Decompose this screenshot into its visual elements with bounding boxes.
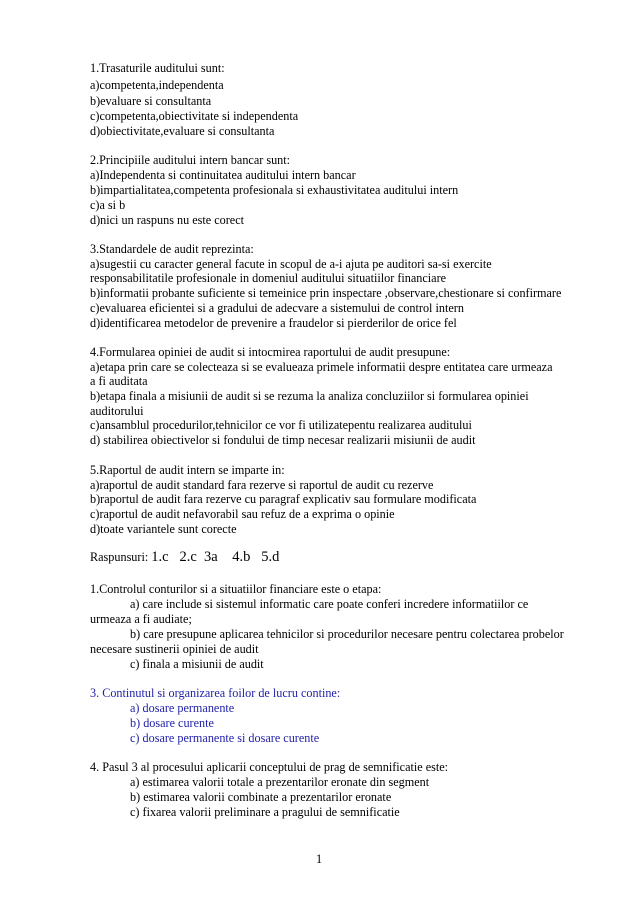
section2-question-4-option-a: a) estimarea valorii totale a prezentarilor eronate din segment [130,775,430,789]
section2-question-1-option-c: c) finala a misiunii de audit [130,657,264,671]
section2-question-1-option-a: a) care include si sistemul informatic care poate conferi incredere informatiilor ce [130,597,529,611]
question-5-option-d: d)toate variantele sunt corecte [90,522,237,536]
section2-question-3-title: 3. Continutul si organizarea foilor de lucru contine: [90,686,341,700]
question-1-title: 1.Trasaturile auditului sunt: [90,61,225,75]
section2-question-3-option-a: a) dosare permanente [130,701,235,715]
question-3-title: 3.Standardele de audit reprezinta: [90,242,254,256]
section2-question-1-option-b: b) care presupune aplicarea tehnicilor si procedurilor necesare pentru colectarea probelor [130,627,564,641]
section2-question-3-option-c: c) dosare permanente si dosare curente [130,731,320,745]
question-3-option-c: c)evaluarea eficientei si a gradului de adecvare a sistemului de control intern [90,301,464,315]
section2-question-1-option-a-cont: urmeaza a fi audiate; [90,612,192,626]
section2-question-3-option-b: b) dosare curente [130,716,214,730]
question-2-option-b: b)impartialitatea,competenta profesionala si exhaustivitatea auditului intern [90,183,459,197]
section2-question-4-title: 4. Pasul 3 al procesului aplicarii conceptului de prag de semnificatie este: [90,760,449,774]
question-4-title: 4.Formularea opiniei de audit si intocmirea raportului de audit presupune: [90,345,451,359]
question-1-option-d: d)obiectivitate,evaluare si consultanta [90,124,275,138]
question-4-option-a-cont: a fi auditata [90,374,148,388]
question-5-option-b: b)raportul de audit fara rezerve cu paragraf explicativ sau formulare modificata [90,492,477,506]
section2-question-1-option-b-cont: necesare sustinerii opiniei de audit [90,642,259,656]
section2-question-1-title: 1.Controlul conturilor si a situatiilor financiare este o etapa: [90,582,382,596]
question-3-option-b: b)informatii probante suficiente si temeinice prin inspectare ,observare,chestionare si confirmare [90,286,562,300]
question-1-option-c: c)competenta,obiectivitate si independenta [90,109,299,123]
question-1-option-a: a)competenta,independenta [90,78,224,92]
question-4-option-c: c)ansamblul procedurilor,tehnicilor ce vor fi utilizatepentu realizarea auditului [90,418,472,432]
question-2-title: 2.Principiile auditului intern bancar sunt: [90,153,291,167]
question-1-option-b: b)evaluare si consultanta [90,94,212,108]
question-3-option-a: a)sugestii cu caracter general facute in scopul de a-i ajuta pe auditori sa-si exercite [90,257,492,271]
answers-values: 1.c 2.c 3a 4.b 5.d [151,549,280,565]
question-5-title: 5.Raportul de audit intern se imparte in: [90,463,285,477]
question-3-option-a-cont: responsabilitatile profesionale in domeniul auditului situatiilor financiare [90,271,447,285]
section2-question-4-option-c: c) fixarea valorii preliminare a pragului de semnificatie [130,805,400,819]
question-4-option-b-cont: auditorului [90,404,144,418]
question-5-option-c: c)raportul de audit nefavorabil sau refuz de a exprima o opinie [90,507,395,521]
question-5-option-a: a)raportul de audit standard fara rezerve si raportul de audit cu rezerve [90,478,434,492]
section2-question-4-option-b: b) estimarea valorii combinate a prezentarilor eronate [130,790,392,804]
question-4-option-d: d) stabilirea obiectivelor si fondului de timp necesar realizarii misiunii de audit [90,433,476,447]
question-3-option-d: d)identificarea metodelor de prevenire a fraudelor si pierderilor de orice fel [90,316,457,330]
answers-label: Raspunsuri: [90,550,152,564]
question-2-option-d: d)nici un raspuns nu este corect [90,213,244,227]
question-2-option-c: c)a si b [90,198,126,212]
question-4-option-a: a)etapa prin care se colecteaza si se evalueaza primele informatii despre entitatea care urmeaza [90,360,553,374]
page-number: 1 [315,852,323,866]
question-2-option-a: a)Independenta si continuitatea auditului intern bancar [90,168,356,182]
answers-line [90,550,279,565]
question-4-option-b: b)etapa finala a misiunii de audit si se rezuma la analiza concluziilor si formularea opiniei [90,389,529,403]
